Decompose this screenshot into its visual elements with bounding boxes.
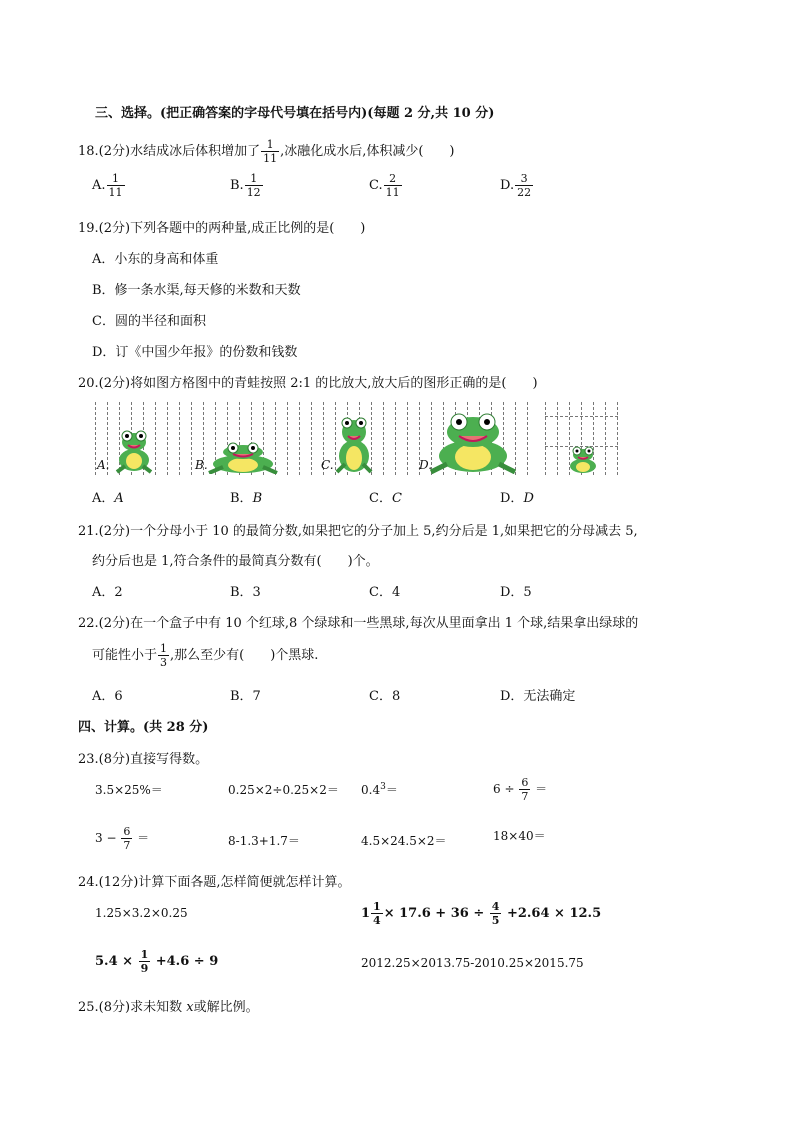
q23-item-4: 6 ÷ $\frac{6}{7}$ ＝ <box>493 776 548 803</box>
q18-fraction: $\frac{1}{11}$ <box>263 138 278 165</box>
q21-option-c[interactable]: C．4 <box>369 585 401 600</box>
q20-stem: 20.(2分)将如图方格图中的青蛙按照 2:1 的比放大,放大后的图形正确的是( ) <box>78 376 538 391</box>
q21-line1: 21.(2分)一个分母小于 10 的最简分数,如果把它的分子加上 5,约分后是 1,如果把它的分母减去 5, <box>78 524 638 539</box>
frog-label-d: D. <box>419 458 433 472</box>
q19-option-c[interactable]: C．圆的半径和面积 <box>92 314 206 329</box>
q23-item-7: 4.5×24.5×2＝ <box>361 834 447 848</box>
q22-option-a[interactable]: A．6 <box>92 689 123 704</box>
q23-item-2: 0.25×2÷0.25×2＝ <box>228 783 339 797</box>
q18-option-b[interactable]: B. $\frac{1}{12}$ <box>230 172 261 199</box>
frog-label-b: B. <box>195 458 208 472</box>
frog-label-a: A. <box>97 458 110 472</box>
q25-stem: 25.(8分)求未知数 x或解比例。 <box>78 1000 259 1015</box>
q23-item-1: 3.5×25%＝ <box>95 783 163 797</box>
q23-item-3: $0.4^3=$ <box>361 782 398 797</box>
q21-option-a[interactable]: A．2 <box>92 585 123 600</box>
q19-option-a[interactable]: A．小东的身高和体重 <box>92 252 219 267</box>
q18-stem: 18.(2分)水结成冰后体积增加了 $\frac{1}{11}$ ,冰融化成水后,体积减少( ) <box>78 138 455 165</box>
q21-option-b[interactable]: B．3 <box>230 585 261 600</box>
frog-a-icon <box>113 428 155 474</box>
q21-line2: 约分后也是 1,符合条件的最简真分数有( )个。 <box>92 554 379 569</box>
q24-expr-4: 2012.25×2013.75-2010.25×2015.75 <box>361 956 584 970</box>
q19-option-d[interactable]: D．订《中国少年报》的份数和钱数 <box>92 345 298 360</box>
q22-option-d[interactable]: D．无法确定 <box>500 689 576 704</box>
q19-stem: 19.(2分)下列各题中的两种量,成正比例的是( ) <box>78 221 366 236</box>
frog-d-icon <box>425 412 521 474</box>
q23-item-5: 3 − $\frac{6}{7}$ ＝ <box>95 825 150 852</box>
q18-option-c[interactable]: C. $\frac{2}{11}$ <box>369 172 400 199</box>
frog-label-c: C. <box>321 458 334 472</box>
q20-option-c[interactable]: C．C <box>369 491 402 506</box>
frog-c-icon <box>333 414 375 474</box>
q22-option-b[interactable]: B．7 <box>230 689 261 704</box>
q18-option-a[interactable]: A. $\frac{1}{11}$ <box>92 172 123 199</box>
q20-option-a[interactable]: A．A <box>92 491 124 506</box>
q23-stem: 23.(8分)直接写得数。 <box>78 752 209 767</box>
q18-option-d[interactable]: D. $\frac{3}{22}$ <box>500 172 532 199</box>
q24-stem: 24.(12分)计算下面各题,怎样简便就怎样计算。 <box>78 875 351 890</box>
q19-option-b[interactable]: B．修一条水渠,每天修的米数和天数 <box>92 283 301 298</box>
q24-expr-1: 1.25×3.2×0.25 <box>95 906 188 920</box>
q24-expr-3: 5.4 × $\frac{1}{9}$ +4.6 ÷ 9 <box>95 948 219 975</box>
q23-item-8: 18×40＝ <box>493 829 546 843</box>
q21-option-d[interactable]: D．5 <box>500 585 532 600</box>
q24-expr-2: 1 $\frac{1}{4}$ × 17.6 + 36 ÷ $\frac{4}{5}$ +2.64 × 12.5 <box>361 900 602 927</box>
q22-option-c[interactable]: C．8 <box>369 689 401 704</box>
q22-line1: 22.(2分)在一个盒子中有 10 个红球,8 个绿球和一些黑球,每次从里面拿出 1 个球,结果拿出绿球的 <box>78 616 639 631</box>
frog-b-icon <box>205 442 281 474</box>
q22-fraction: $\frac{1}{3}$ <box>160 642 168 669</box>
q22-line2: 可能性小于 $\frac{1}{3}$ ,那么至少有( )个黑球. <box>92 642 319 669</box>
q20-option-d[interactable]: D．D <box>500 491 534 506</box>
frog-original-icon <box>565 446 601 474</box>
frog-grid-figure <box>95 402 618 475</box>
q23-item-6: 8-1.3+1.7＝ <box>228 834 300 848</box>
section-4-title: 四、计算。(共 28 分) <box>78 720 209 735</box>
q20-option-b[interactable]: B．B <box>230 491 263 506</box>
section-3-title: 三、选择。(把正确答案的字母代号填在括号内)(每题 2 分,共 10 分) <box>95 106 495 121</box>
